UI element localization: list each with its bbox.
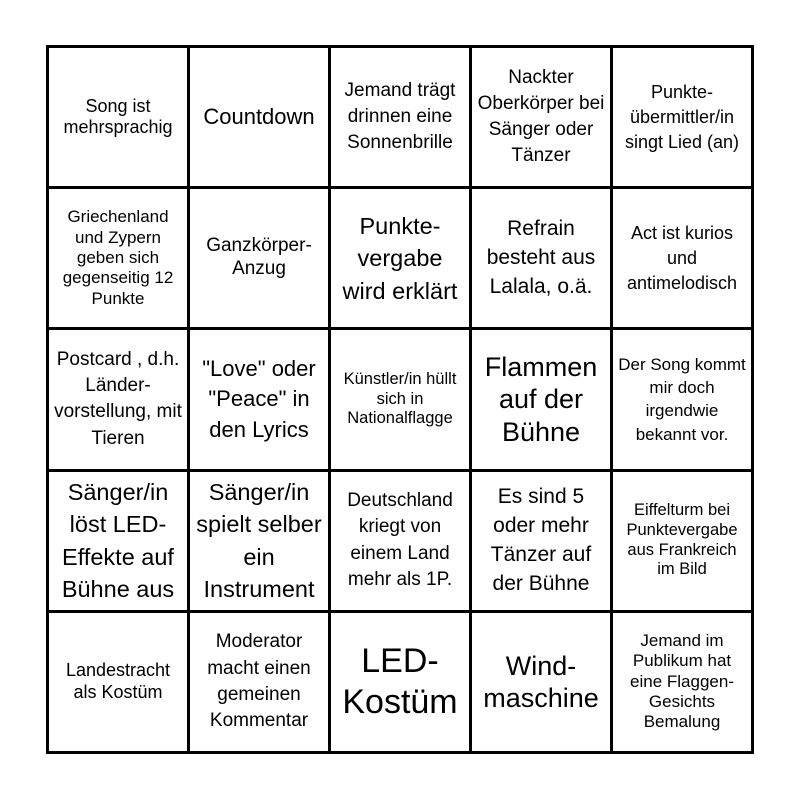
bingo-cell-text: "Love" oder "Peace" in den Lyrics: [202, 355, 316, 442]
bingo-cell[interactable]: [190, 48, 328, 186]
bingo-cell-text: Jemand im Publikum hat eine Flaggen-Gesichts Bemalung: [630, 630, 734, 732]
bingo-cell[interactable]: [472, 330, 610, 468]
bingo-cell[interactable]: [49, 613, 187, 751]
bingo-cell[interactable]: [613, 189, 751, 327]
bingo-cell-text: Nackter Oberkörper bei Sänger oder Tänzer: [477, 66, 605, 167]
bingo-cell[interactable]: [613, 330, 751, 468]
bingo-cell[interactable]: [613, 613, 751, 751]
bingo-cell-text: Jemand trägt drinnen eine Sonnenbrille: [344, 79, 456, 154]
bingo-cell[interactable]: [190, 472, 328, 610]
bingo-cell-text: Song ist mehrsprachig: [63, 95, 173, 138]
bingo-cell-text: Act ist kurios und antimelodisch: [626, 223, 738, 293]
bingo-cell[interactable]: [331, 330, 469, 468]
bingo-cell[interactable]: [331, 472, 469, 610]
bingo-cell-text: Moderator macht einen gemeinen Kommentar: [207, 631, 311, 732]
bingo-cell[interactable]: [331, 48, 469, 186]
bingo-cell-text: Ganzkörper-Anzug: [206, 235, 312, 280]
bingo-cell-text: Countdown: [203, 103, 315, 129]
bingo-cell[interactable]: [472, 48, 610, 186]
bingo-cell[interactable]: [49, 472, 187, 610]
bingo-cell-text: Postcard , d.h. Länder-vorstellung, mit Tieren: [54, 349, 182, 449]
bingo-cell-text: Künstler/in hüllt sich in Nationalflagge: [343, 369, 457, 428]
bingo-cell-text: Sänger/in löst LED-Effekte auf Bühne aus: [61, 478, 175, 603]
bingo-cell-text: Refrain besteht aus Lalala, o.ä.: [486, 216, 596, 298]
bingo-cell-text: Sänger/in spielt selber ein Instrument: [196, 478, 322, 603]
bingo-cell-text: Flammen auf der Bühne: [484, 351, 598, 447]
bingo-cell[interactable]: [472, 472, 610, 610]
bingo-cell-text: Landestracht als Kostüm: [65, 660, 171, 702]
bingo-cell[interactable]: [190, 613, 328, 751]
bingo-cell[interactable]: [49, 330, 187, 468]
bingo-cell[interactable]: [49, 48, 187, 186]
bingo-cell[interactable]: [190, 330, 328, 468]
bingo-cell[interactable]: [331, 613, 469, 751]
bingo-cell-text: Der Song kommt mir doch irgendwie bekannt vor.: [618, 354, 746, 444]
bingo-cell[interactable]: [613, 472, 751, 610]
bingo-cell-text: Punkte-übermittler/in singt Lied (an): [624, 81, 740, 152]
bingo-cell[interactable]: [331, 189, 469, 327]
bingo-cell-text: Es sind 5 oder mehr Tänzer auf der Bühne: [490, 484, 592, 595]
bingo-cell[interactable]: [472, 613, 610, 751]
bingo-cell-text: Punkte-vergabe wird erklärt: [342, 212, 458, 304]
bingo-cell[interactable]: [190, 189, 328, 327]
bingo-cell-text: Wind-maschine: [483, 650, 599, 713]
bingo-cell[interactable]: [613, 48, 751, 186]
bingo-cell-text: LED-Kostüm: [342, 642, 458, 721]
bingo-cell-text: Eiffelturm bei Punktevergabe aus Frankreich im Bild: [626, 501, 738, 579]
bingo-cell-text: Griechenland und Zypern geben sich gegenseitig 12 Punkte: [62, 207, 174, 308]
bingo-cell-text: Deutschland kriegt von einem Land mehr als 1P.: [347, 490, 453, 590]
bingo-cell[interactable]: [472, 189, 610, 327]
bingo-board: [46, 45, 754, 754]
bingo-cell[interactable]: [49, 189, 187, 327]
